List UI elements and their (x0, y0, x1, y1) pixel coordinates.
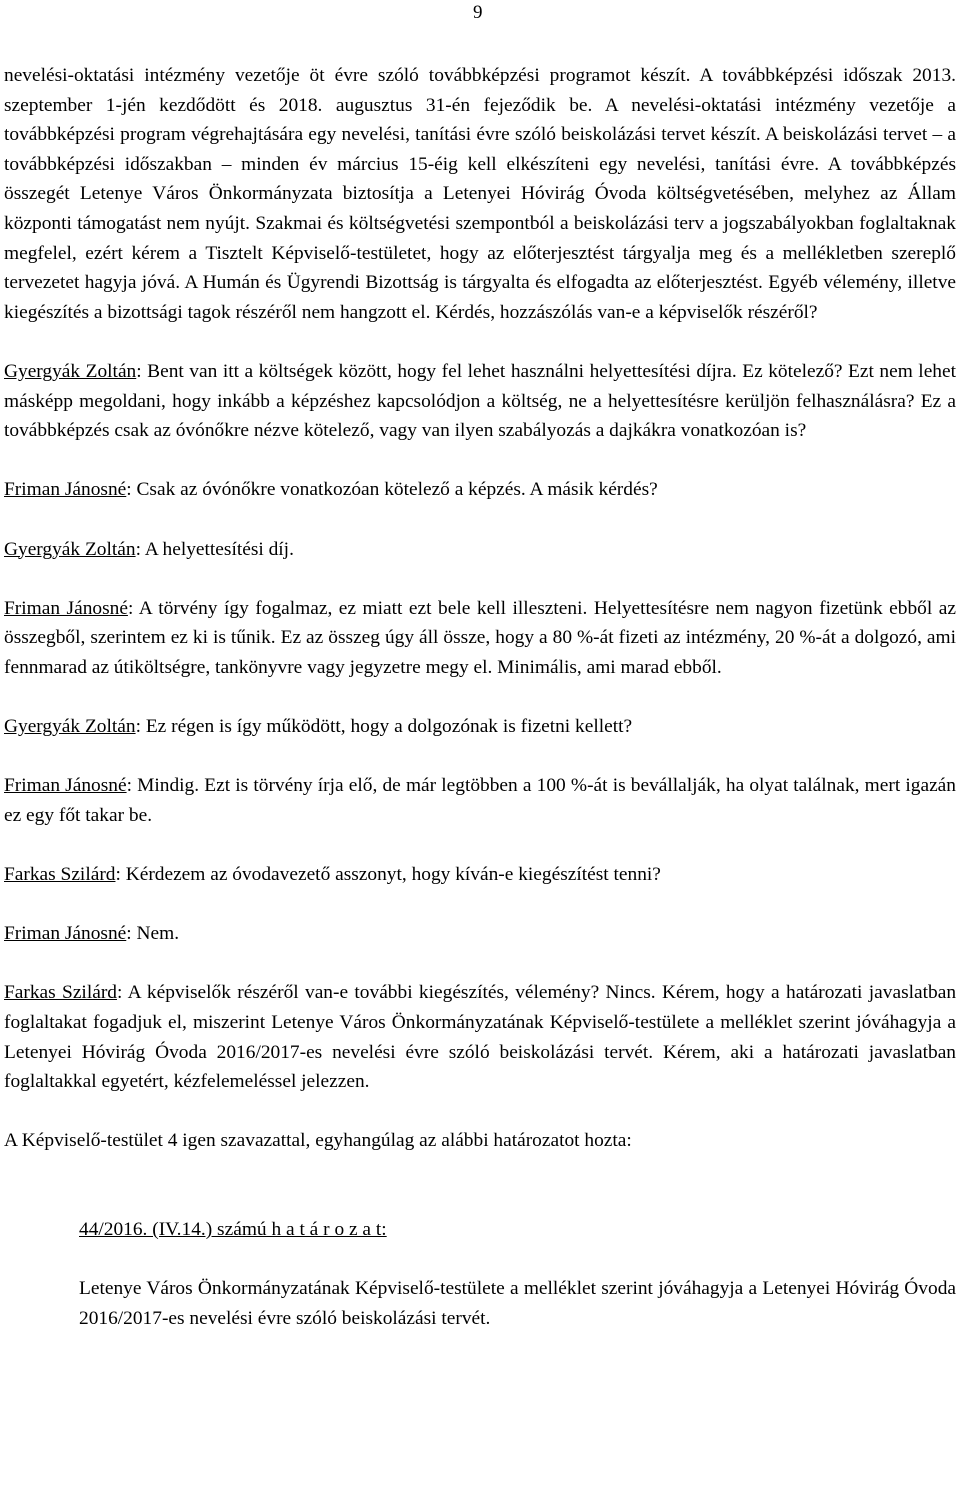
speaker-name: Friman Jánosné (4, 597, 128, 619)
page-number: 9 (473, 2, 483, 23)
speech-text: : Bent van itt a költségek között, hogy fel lehet használni helyettesítési díjra. Ez kötelező? Ezt nem lehet másképp megoldani, hogy inkább a képzéshez kapcsolódjon a költség, ne a helyettesítésre kerüljön felhasználásra? Ez a továbbképzés csak az óvónőkre nézve kötelező, vagy van ilyen szabályozás a dajkákra vonatkozóan is? (4, 360, 956, 442)
speaker-name: Gyergyák Zoltán (4, 538, 136, 560)
decision-number: 44/2016. (IV.14.) számú h a t á r o z a t: (79, 1218, 387, 1240)
intro-paragraph: nevelési-oktatási intézmény vezetője öt évre szóló továbbképzési programot készít. A továbbképzési időszak 2013. szeptember 1-jén kezdődött és 2018. augusztus 31-én fejeződik be. A nevelési-oktatási intézmény vezetője a továbbképzési program végrehajtására egy nevelési, tanítási évre szóló beiskolázási tervet készít. A beiskolázási tervet – a továbbképzési időszakban – minden év március 15-éig kell elkészíteni egy nevelési, tanítási évre. A továbbképzés összegét Letenye Város Önkormányzata biztosítja a Letenyei Hóvirág Óvoda költségvetésében, melyhez az Állam központi támogatást nem nyújt. Szakmai és költségvetési szempontból a beiskolázási terv a jogszabályokban foglaltaknak megfelel, ezért kérem a Tisztelt Képviselő-testületet, hogy az előterjesztést tárgyalja meg és a mellékletben szereplő tervezetet hagyja jóvá. A Humán és Ügyrendi Bizottság is tárgyalta és elfogadta az előterjesztést. Egyéb vélemény, illetve kiegészítés a bizottsági tagok részéről nem hangzott el. Kérdés, hozzászólás van-e a képviselők részéről? (4, 65, 956, 323)
dialogue-entry (4, 594, 956, 683)
decision-body: Letenye Város Önkormányzatának Képviselő-testülete a melléklet szerint jóváhagyja a Letenyei Hóvirág Óvoda 2016/2017-es nevelési évre szóló beiskolázási tervét. (79, 1278, 956, 1329)
speaker-name: Friman Jánosné (4, 775, 127, 797)
speech-text: : Ez régen is így működött, hogy a dolgozónak is fizetni kellett? (135, 716, 633, 738)
document-body (4, 61, 956, 1333)
dialogue-entry (4, 475, 956, 505)
speech-text: : Csak az óvónőkre vonatkozóan kötelező a képzés. A másik kérdés? (126, 479, 658, 501)
speech-text: : A helyettesítési díj. (135, 538, 294, 560)
dialogue-entry (4, 712, 956, 742)
speech-text: : Nem. (126, 923, 180, 945)
speaker-name: Farkas Szilárd (4, 864, 116, 886)
speech-text: : A képviselők részéről van-e további kiegészítés, vélemény? Nincs. Kérem, hogy a határozati javaslatban foglaltakat fogadjuk el, miszerint Letenye Város Önkormányzatának Képviselő-testülete a melléklet szerint jóváhagyja a Letenyei Hóvirág Óvoda 2016/2017-es nevelési évre szóló beiskolázási tervét. Kérem, aki a határozati javaslatban foglaltakkal egyetért, kézfelemeléssel jelezzen. (4, 982, 957, 1093)
dialogue-entry (4, 771, 956, 830)
dialogue-entry (4, 919, 956, 949)
dialogue-entry (4, 860, 956, 890)
speaker-name: Friman Jánosné (4, 479, 127, 501)
dialogue-entry (4, 535, 956, 565)
dialogue-entry (4, 357, 956, 446)
vote-statement: A Képviselő-testület 4 igen szavazattal, egyhangúlag az alábbi határozatot hozta: (4, 1130, 632, 1152)
dialogue-entry (4, 978, 956, 1096)
speech-text: : Kérdezem az óvodavezető asszonyt, hogy kíván-e kiegészítést tenni? (115, 864, 661, 886)
speaker-name: Gyergyák Zoltán (4, 360, 137, 382)
decision-title (4, 1215, 956, 1245)
speaker-name: Farkas Szilárd (4, 982, 117, 1004)
speech-text: : A törvény így fogalmaz, ez miatt ezt bele kell illeszteni. Helyettesítésre nem nagyon fizetünk ebből az összegből, szerintem ez ki is tűnik. Ez az összeg úgy áll össze, hogy a 80 %-át fizeti az intézmény, 20 %-át a dolgozó, ami fennmarad az útiköltségre, tankönyvre vagy jegyzetre megy el. Minimális, ami marad ebből. (4, 597, 956, 678)
speaker-name: Gyergyák Zoltán (4, 716, 136, 738)
speaker-name: Friman Jánosné (4, 923, 127, 945)
speech-text: : Mindig. Ezt is törvény írja elő, de már legtöbben a 100 %-át is bevállalják, ha olyat találnak, mert igazán ez egy főt takar be. (4, 775, 956, 826)
